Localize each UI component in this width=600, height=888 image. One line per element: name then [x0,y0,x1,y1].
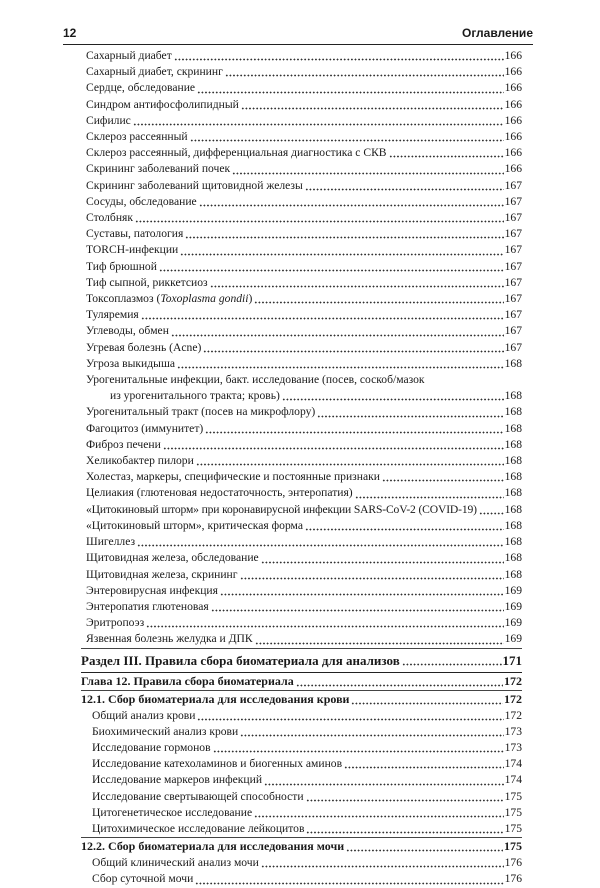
toc-entry-page: 168 [504,454,522,468]
dot-leader [203,350,503,353]
dot-leader [177,366,504,369]
toc-entry [86,307,522,323]
part-heading [81,652,522,670]
toc-entry-page: 168 [504,502,522,516]
toc-entry-label: TORCH-инфекции [86,243,179,257]
dot-leader [241,107,504,110]
toc-entry [86,48,522,64]
toc-entry-label: Сбор суточной мочи [92,872,194,886]
dot-leader [171,334,504,337]
toc-entry-page: 167 [504,227,522,241]
toc-entry [86,178,522,194]
toc-entry [86,404,522,420]
toc-entry-page: 166 [504,146,522,160]
dot-leader [240,577,504,580]
toc-entry-page: 169 [504,632,522,646]
section-page: 172 [504,691,522,706]
toc-entry [86,97,522,113]
toc-entry [86,437,522,453]
toc-entry-page: 168 [504,421,522,435]
toc-entry-label: Эритропоэз [86,616,145,630]
toc-entry-label-end: ) [248,292,253,306]
toc-entry [86,518,522,534]
chapter-heading [81,673,522,690]
toc-entry-label: Скрининг заболеваний щитовидной железы [86,178,303,192]
chapter-title: Глава 12. Правила сбора биоматериала [81,673,294,688]
dot-leader [305,528,504,531]
dot-leader [240,734,503,737]
toc-entry-page: 166 [504,113,522,127]
toc-entry-label: Щитовидная железа, обследование [86,551,259,565]
running-title: Оглавление [462,26,533,40]
dot-leader [185,236,503,239]
toc-entry-label-continued: из урогенитального тракта; кровь) [110,389,280,403]
toc-entry-page: 167 [504,308,522,322]
dot-leader [402,663,502,666]
dot-leader [344,766,504,769]
toc-entry-label: Щитовидная железа, скрининг [86,567,238,581]
toc-entry [86,291,522,307]
toc-entry-label: Угревая болезнь (Acne) [86,340,202,354]
dot-leader [261,865,504,868]
dot-leader [135,220,504,223]
toc-entry [86,599,522,615]
toc-entry [86,740,522,756]
toc-entry [86,583,522,599]
toc-entry-label: Столбняк [86,211,133,225]
toc-entry [86,469,522,485]
toc-entry-page: 174 [504,773,522,787]
toc-entry-page: 167 [504,275,522,289]
dot-leader [264,783,504,786]
dot-leader [213,750,504,753]
dot-leader [346,849,503,852]
dot-leader [159,269,504,272]
toc-entry-label: Сосуды, обследование [86,194,197,208]
toc-entry [86,340,522,356]
section-heading [81,691,522,708]
dot-leader [232,172,503,175]
dot-leader [389,155,504,158]
toc-entry-page: 168 [504,486,522,500]
dot-leader [197,718,503,721]
toc-entry [86,502,522,518]
dot-leader [317,415,503,418]
section-title: 12.1. Сбор биоматериала для исследования крови [81,691,350,706]
toc-entry-label: Урогенитальные инфекции, бакт. исследование (посев, соскоб/мазок [86,373,425,387]
toc-entry-label: Сахарный диабет [86,49,172,62]
toc-entry-page: 167 [504,211,522,225]
toc-entry-label-italic: Toxoplasma gondii [160,292,249,306]
toc-entry-page: 168 [504,389,522,403]
toc-entry-label: Цитохимическое исследование лейкоцитов [92,821,305,835]
toc-entry-label: Язвенная болезнь желудка и ДПК [86,632,253,646]
toc-entry-label: Фагоцитоз (иммунитет) [86,421,204,435]
toc-entry [86,275,522,291]
toc-entry [86,259,522,275]
toc-entry-page: 176 [504,856,522,870]
toc-entry-label: Туляремия [86,308,139,322]
toc-entry-label: Исследование маркеров инфекций [92,773,263,787]
dot-leader [211,609,504,612]
toc-entry [86,210,522,226]
toc-entry-page: 167 [504,178,522,192]
toc-entry-page: 167 [504,259,522,273]
toc-entry [86,485,522,501]
toc-entry [86,821,522,837]
dot-leader [196,463,504,466]
toc-entry-label: Энтеровирусная инфекция [86,583,218,597]
toc-entry-label-text: Токсоплазмоз ( [86,292,161,306]
toc-entry-page: 175 [504,789,522,803]
dot-leader [225,74,504,77]
toc-entry [86,356,522,372]
dot-leader [479,512,504,515]
dot-leader [163,447,504,450]
toc-entry-page: 166 [504,81,522,95]
toc-entry [86,421,522,437]
dot-leader [382,479,504,482]
dot-leader [180,253,503,256]
toc-entry [86,772,522,788]
dot-leader [205,431,503,434]
toc-entry [86,372,522,404]
toc-entry-page: 169 [504,616,522,630]
divider [81,648,522,649]
toc-entry-label: Тиф сыпной, риккетсиоз [86,275,208,289]
toc-entry-page: 167 [504,324,522,338]
toc-entry-label: Скрининг заболеваний почек [86,162,231,176]
dot-leader [305,188,504,191]
dot-leader [355,496,504,499]
dot-leader [195,882,503,885]
toc-entry [86,724,522,740]
toc-entry [86,871,522,887]
toc-entry-label: Угроза выкидыша [86,356,176,370]
toc-entry-label: Целиакия (глютеновая недостаточность, энтеропатия) [86,486,353,500]
toc-entry [86,113,522,129]
toc-entry-page: 173 [504,740,522,754]
toc-entry-page: 168 [504,356,522,370]
toc-entry-page: 166 [504,162,522,176]
dot-leader [174,58,504,61]
section-page: 175 [504,839,522,854]
chapter-page: 172 [504,673,522,688]
section-title: 12.2. Сбор биоматериала для исследования мочи [81,839,345,854]
toc-entry-page: 168 [504,437,522,451]
toc-entry-page: 167 [504,292,522,306]
dot-leader [190,139,504,142]
toc-entry [86,323,522,339]
toc-entry-label: Общий анализ крови [92,708,196,722]
dot-leader [133,123,504,126]
toc-entry-page: 166 [504,97,522,111]
toc-entry-page: 176 [504,872,522,886]
toc-entry-label: Сифилис [86,113,131,127]
toc-entry-label: Склероз рассеянный, дифференциальная диагностика с СКВ [86,146,387,160]
toc-entry-label [86,291,253,307]
toc-entry [86,756,522,772]
toc-entry-page: 166 [504,130,522,144]
toc-entry-label: «Цитокиновый шторм» при коронавирусной инфекции SARS-CoV-2 (COVID-19) [86,502,477,516]
dot-leader [296,684,503,687]
dot-leader [351,702,503,705]
dot-leader [254,815,504,818]
toc-entry [86,708,522,724]
dot-leader [141,317,504,320]
toc-entry-page: 172 [504,708,522,722]
dot-leader [306,799,504,802]
dot-leader [146,625,503,628]
toc-entry [86,129,522,145]
toc-entry-page: 167 [504,340,522,354]
toc-entry-page: 174 [504,757,522,771]
toc-entry-label: Синдром антифосфолипидный [86,97,239,111]
toc-entry-label: «Цитокиновый шторм», критическая форма [86,518,303,532]
dot-leader [199,204,504,207]
toc-entry [86,80,522,96]
toc-entry [86,194,522,210]
toc-entry-label: Цитогенетическое исследование [92,805,253,819]
toc-entry [86,805,522,821]
toc-entry [86,855,522,871]
toc-entry-label: Исследование свертывающей способности [92,789,304,803]
toc-entry-page: 166 [504,49,522,62]
toc-entry [86,226,522,242]
toc-entry-label: Углеводы, обмен [86,324,169,338]
part-title: Раздел III. Правила сбора биоматериала для анализов [81,652,400,668]
toc-entry-page: 168 [504,551,522,565]
dot-leader [197,91,504,94]
toc-entry [86,242,522,258]
toc-entry-page: 168 [504,518,522,532]
page-number: 12 [63,26,77,40]
dot-leader [255,642,504,645]
toc-entry-label: Сахарный диабет, скрининг [86,65,223,79]
toc-entry-page: 168 [504,567,522,581]
page-header [63,20,533,45]
toc-entry [86,567,522,583]
dot-leader [137,544,504,547]
toc-entry-page: 169 [504,583,522,597]
toc-entry-page: 175 [504,821,522,835]
toc-entry-label: Общий клинический анализ мочи [92,856,259,870]
toc-entry-label: Исследование гормонов [92,740,211,754]
part-page: 171 [502,652,522,668]
toc-entry-label: Шигеллез [86,535,136,549]
toc-entry-label: Фиброз печени [86,437,161,451]
toc-entry-label: Сердце, обследование [86,81,196,95]
toc-entry-page: 169 [504,599,522,613]
toc-entry-label: Урогенитальный тракт (посев на микрофлору) [86,405,316,419]
toc-entry [86,64,522,80]
table-of-contents [81,48,522,888]
toc-entry [86,534,522,550]
dot-leader [220,593,504,596]
toc-entry-page: 168 [504,470,522,484]
section-heading [81,838,522,855]
toc-entry-label: Холестаз, маркеры, специфические и постоянные признаки [86,470,380,484]
dot-leader [261,561,504,564]
toc-entry-page: 166 [504,65,522,79]
toc-entry-label: Энтеропатия глютеновая [86,599,209,613]
toc-entry [86,615,522,631]
toc-entry-page: 168 [504,405,522,419]
toc-entry-page: 173 [504,724,522,738]
dot-leader [254,301,503,304]
toc-entry [86,631,522,647]
toc-entry-label: Хеликобактер пилори [86,454,194,468]
toc-entry [86,453,522,469]
toc-entry-label: Тиф брюшной [86,259,157,273]
dot-leader [282,398,504,401]
toc-entry-label: Суставы, патология [86,227,184,241]
toc-entry [86,161,522,177]
toc-entry-label: Биохимический анализ крови [92,724,239,738]
toc-entry-page: 175 [504,805,522,819]
dot-leader [210,285,504,288]
toc-entry-label: Склероз рассеянный [86,130,188,144]
toc-entry-page: 167 [504,243,522,257]
toc-entry [86,550,522,566]
toc-entry [86,789,522,805]
toc-entry-label: Исследование катехоламинов и биогенных аминов [92,757,343,771]
toc-entry-page: 168 [504,535,522,549]
dot-leader [306,831,503,834]
toc-entry-page: 167 [504,194,522,208]
toc-entry [86,145,522,161]
